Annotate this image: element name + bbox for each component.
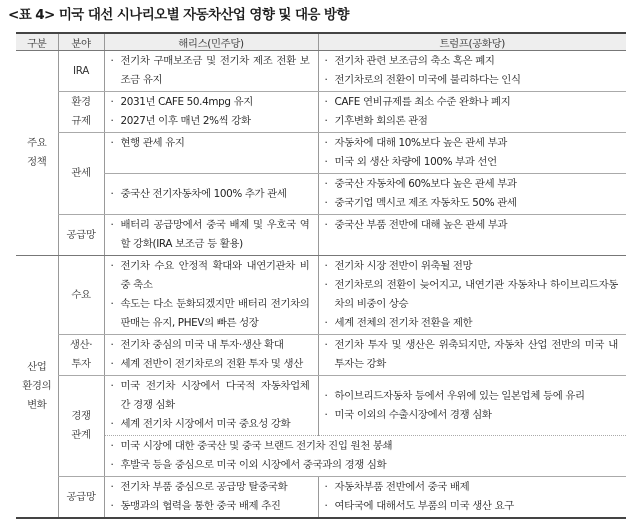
row-field: 공급망 xyxy=(58,215,104,256)
list-item: · 후발국 등을 중심으로 미국 이외 시장에서 중국과의 경쟁 심화 xyxy=(109,456,619,475)
list-item: · 중국산 자동차에 60%보다 높은 관세 부과 xyxy=(323,175,619,194)
list-item: · 세계 전체의 전기차 전환을 제한 xyxy=(323,314,619,333)
list-item: · 전기차 구매보조금 및 전기차 제조 전환 보조금 유지 xyxy=(109,52,310,90)
group-label-policy: 주요 정책 xyxy=(16,51,58,256)
list-item: · 현행 관세 유지 xyxy=(109,134,310,153)
list-item: · 여타국에 대해서도 부품의 미국 생산 요구 xyxy=(323,497,619,516)
list-item: · 전기차로의 전환이 미국에 불리하다는 인식 xyxy=(323,71,619,90)
list-item: · 배터리 공급망에서 중국 배제 및 우호국 역할 강화(IRA 보조금 등 활용) xyxy=(109,216,310,254)
group-label-industry: 산업 환경의 변화 xyxy=(16,256,58,519)
list-item: · 전기차 시장 전반이 위축될 전망 xyxy=(323,257,619,276)
list-item: · 미국 전기차 시장에서 다국적 자동차업체 간 경쟁 심화 xyxy=(109,377,310,415)
list-item: · 2031년 CAFE 50.4mpg 유지 xyxy=(109,93,310,112)
list-item: · 미국 외 생산 차량에 100% 부과 선언 xyxy=(323,153,619,172)
list-item: · 미국 시장에 대한 중국산 및 중국 브랜드 전기차 진입 원천 봉쇄 xyxy=(109,437,619,456)
list-item: · 세계 전반이 전기차로의 전환 투자 및 생산 xyxy=(109,355,310,374)
table-row xyxy=(16,256,626,335)
list-item: · 자동차부품 전반에서 중국 배제 xyxy=(323,478,619,497)
list-item: · 동맹과의 협력을 통한 중국 배제 추진 xyxy=(109,497,310,516)
table-row xyxy=(16,335,626,376)
list-item: · 미국 이외의 수출시장에서 경쟁 심화 xyxy=(323,406,619,425)
list-item: · 하이브리드자동차 등에서 우위에 있는 일본업체 등에 유리 xyxy=(323,387,619,406)
table-row xyxy=(16,436,626,477)
row-field: 환경 규제 xyxy=(58,92,104,133)
row-field: 공급망 xyxy=(58,477,104,519)
header-field: 분야 xyxy=(58,33,104,51)
table-row xyxy=(16,92,626,133)
row-field: 관세 xyxy=(58,133,104,215)
table-header-row xyxy=(16,33,626,51)
list-item: · 기후변화 회의론 관점 xyxy=(323,112,619,131)
row-field: 생산· 투자 xyxy=(58,335,104,376)
list-item: · 전기차 수요 안정적 확대와 내연기관차 비중 축소 xyxy=(109,257,310,295)
header-trump: 트럼프(공화당) xyxy=(318,33,626,51)
list-item: · 중국산 전기자동차에 100% 추가 관세 xyxy=(109,185,310,204)
list-item: · 전기차 부품 중심으로 공급망 탈중국화 xyxy=(109,478,310,497)
table-row xyxy=(16,133,626,174)
row-field: 수요 xyxy=(58,256,104,335)
list-item: · 자동차에 대해 10%보다 높은 관세 부과 xyxy=(323,134,619,153)
table-row xyxy=(16,51,626,92)
table-row xyxy=(16,477,626,519)
scenario-impact-table xyxy=(16,32,626,519)
list-item: · 2027년 이후 매년 2%씩 강화 xyxy=(109,112,310,131)
list-item: · 전기차로의 전환이 늦어지고, 내연기관 자동차나 하이브리드자동차의 비중이 상승 xyxy=(323,276,619,314)
table-row xyxy=(16,376,626,436)
list-item: · 중국기업 멕시코 제조 자동차도 50% 관세 xyxy=(323,194,619,213)
row-field: 경쟁 관계 xyxy=(58,376,104,477)
list-item: · CAFE 연비규제를 최소 수준 완화나 폐지 xyxy=(323,93,619,112)
header-category: 구분 xyxy=(16,33,58,51)
table-caption: <표 4> 미국 대선 시나리오별 자동차산업 영향 및 대응 방향 xyxy=(8,7,349,23)
table-row xyxy=(16,174,626,215)
list-item: · 전기차 중심의 미국 내 투자·생산 확대 xyxy=(109,336,310,355)
table-row xyxy=(16,215,626,256)
list-item: · 전기차 관련 보조금의 축소 혹은 폐지 xyxy=(323,52,619,71)
list-item: · 속도는 다소 둔화되겠지만 배터리 전기차의 판매는 유지, PHEV의 빠른 성장 xyxy=(109,295,310,333)
row-field: IRA xyxy=(58,51,104,92)
list-item: · 세계 전기차 시장에서 미국 중요성 강화 xyxy=(109,415,310,434)
list-item: · 전기차 투자 및 생산은 위축되지만, 자동차 산업 전반의 미국 내 투자는 강화 xyxy=(323,336,619,374)
list-item: · 중국산 부품 전반에 대해 높은 관세 부과 xyxy=(323,216,619,235)
header-harris: 해리스(민주당) xyxy=(104,33,318,51)
